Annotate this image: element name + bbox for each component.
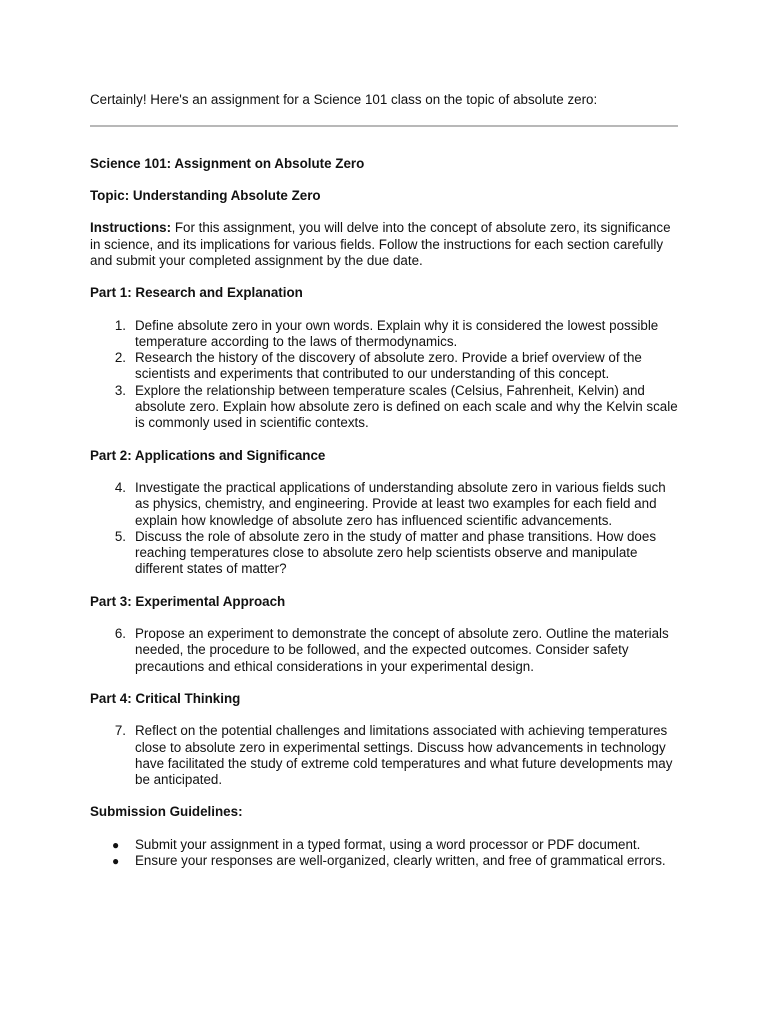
part-2-heading: Part 2: Applications and Significance	[90, 447, 326, 463]
bullet-icon: ●	[112, 837, 120, 852]
horizontal-rule	[90, 125, 678, 127]
item-number: 4.	[114, 479, 126, 495]
list-item	[90, 853, 680, 869]
item-text: Ensure your responses are well-organized, clearly written, and free of grammatical errors.	[135, 853, 666, 868]
part-4-heading: Part 4: Critical Thinking	[90, 690, 241, 706]
item-text: Reflect on the potential challenges and limitations associated with achieving temperatures close to absolute zero in experimental settings. Discuss how advancements in technology have facilitated the study of extreme cold temperatures and what future developments may be anticipated.	[135, 723, 673, 788]
list-item	[90, 529, 680, 578]
bullet-icon: ●	[112, 854, 120, 868]
instructions-text: For this assignment, you will delve into the concept of absolute zero, its significance in science, and its implications for various fields. Follow the instructions for each section carefully and submit your completed assignment by the due date.	[90, 220, 671, 268]
list-item	[90, 723, 680, 788]
topic-line: Topic: Understanding Absolute Zero	[90, 188, 321, 204]
item-number: 1.	[114, 317, 126, 333]
part-1-list	[90, 318, 680, 432]
list-item	[90, 626, 680, 675]
instructions-label: Instructions:	[90, 220, 172, 236]
document-title: Science 101: Assignment on Absolute Zero	[90, 156, 365, 172]
item-number: 2.	[114, 350, 126, 366]
document-page	[90, 92, 680, 869]
list-item	[90, 383, 680, 432]
list-item	[90, 480, 680, 529]
item-number: 6.	[114, 626, 126, 642]
item-text: Explore the relationship between temperature scales (Celsius, Fahrenheit, Kelvin) and absolute zero. Explain how absolute zero is defined on each scale and why the Kelvin scale is commonly used in scientific contexts.	[135, 382, 678, 431]
intro-text: Certainly! Here's an assignment for a Science 101 class on the topic of absolute zero:	[90, 92, 598, 107]
item-number: 7.	[114, 723, 126, 739]
submission-list	[90, 837, 680, 870]
part-3-heading: Part 3: Experimental Approach	[90, 593, 286, 609]
item-text: Submit your assignment in a typed format, using a word processor or PDF document.	[135, 836, 641, 852]
instructions-paragraph	[90, 220, 680, 269]
item-text: Research the history of the discovery of absolute zero. Provide a brief overview of the scientists and experiments that contributed to our understanding of this concept.	[135, 350, 642, 382]
list-item	[90, 350, 680, 383]
submission-heading: Submission Guidelines:	[90, 804, 243, 820]
item-text: Investigate the practical applications of understanding absolute zero in various fields such as physics, chemistry, and engineering. Provide at least two examples for each field and explain how knowledge of absolute zero has influenced scientific advancements.	[135, 479, 666, 528]
item-number: 5.	[114, 528, 126, 544]
part-4-list	[90, 723, 680, 788]
item-text: Discuss the role of absolute zero in the study of matter and phase transitions. How does reaching temperatures close to absolute zero help scientists observe and manipulate different states of matter?	[135, 528, 657, 577]
item-number: 3.	[114, 382, 126, 398]
part-1-heading: Part 1: Research and Explanation	[90, 285, 303, 301]
part-3-list	[90, 626, 680, 675]
item-text: Propose an experiment to demonstrate the concept of absolute zero. Outline the materials needed, the procedure to be followed, and the expected outcomes. Consider safety precautions and ethical considerations in your experimental design.	[135, 626, 669, 674]
list-item	[90, 837, 680, 853]
list-item	[90, 318, 680, 351]
part-2-list	[90, 480, 680, 578]
item-text: Define absolute zero in your own words. Explain why it is considered the lowest possible temperature according to the laws of thermodynamics.	[135, 317, 659, 349]
